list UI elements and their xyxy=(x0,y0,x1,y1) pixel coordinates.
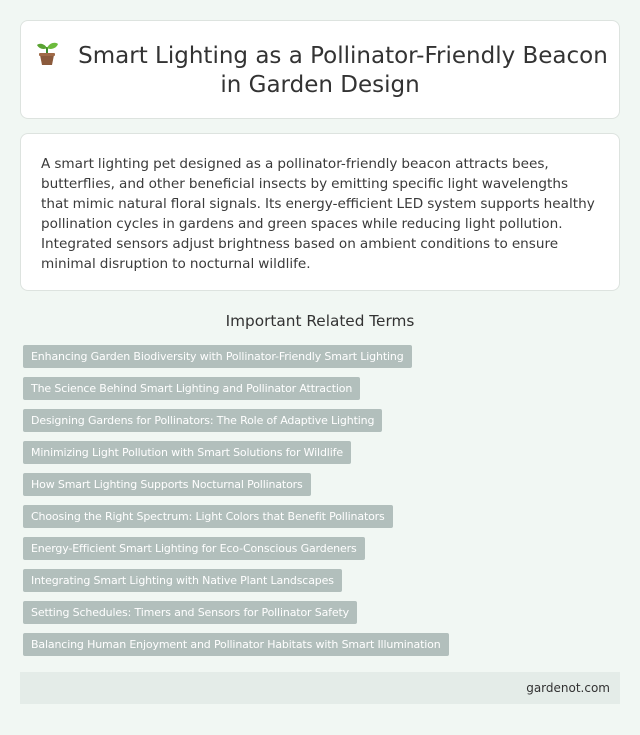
page-title xyxy=(21,40,619,100)
footer-site-link[interactable]: gardenot.com xyxy=(526,681,610,695)
description-text: A smart lighting pet designed as a pollinator-friendly beacon attracts bees, butterflies, and other beneficial insects by emitting specific light wavelengths that mimic natural floral signals. Its energy-efficient LED system supports healthy pollination cycles in gardens and green spaces while reducing light pollution. Integrated sensors adjust brightness based on ambient conditions to ensure minimal disruption to nocturnal wildlife. xyxy=(41,156,595,272)
related-term-link[interactable]: Enhancing Garden Biodiversity with Pollinator-Friendly Smart Lighting xyxy=(23,345,412,368)
related-term-link[interactable]: Integrating Smart Lighting with Native Plant Landscapes xyxy=(23,569,342,592)
seedling-icon xyxy=(32,40,62,66)
related-term-link[interactable]: Designing Gardens for Pollinators: The Role of Adaptive Lighting xyxy=(23,409,382,432)
title-text: Smart Lighting as a Pollinator-Friendly Beacon in Garden Design xyxy=(78,42,608,98)
related-terms-list xyxy=(23,345,623,665)
related-terms-heading: Important Related Terms xyxy=(225,312,415,330)
title-card xyxy=(20,20,620,119)
related-term-link[interactable]: Choosing the Right Spectrum: Light Colors that Benefit Pollinators xyxy=(23,505,393,528)
related-term-link[interactable]: Energy-Efficient Smart Lighting for Eco-Conscious Gardeners xyxy=(23,537,365,560)
related-term-link[interactable]: Setting Schedules: Timers and Sensors for Pollinator Safety xyxy=(23,601,357,624)
description-card xyxy=(20,133,620,291)
related-term-link[interactable]: How Smart Lighting Supports Nocturnal Pollinators xyxy=(23,473,311,496)
footer xyxy=(20,672,620,704)
related-term-link[interactable]: The Science Behind Smart Lighting and Pollinator Attraction xyxy=(23,377,360,400)
related-term-link[interactable]: Minimizing Light Pollution with Smart Solutions for Wildlife xyxy=(23,441,351,464)
related-term-link[interactable]: Balancing Human Enjoyment and Pollinator Habitats with Smart Illumination xyxy=(23,633,449,656)
